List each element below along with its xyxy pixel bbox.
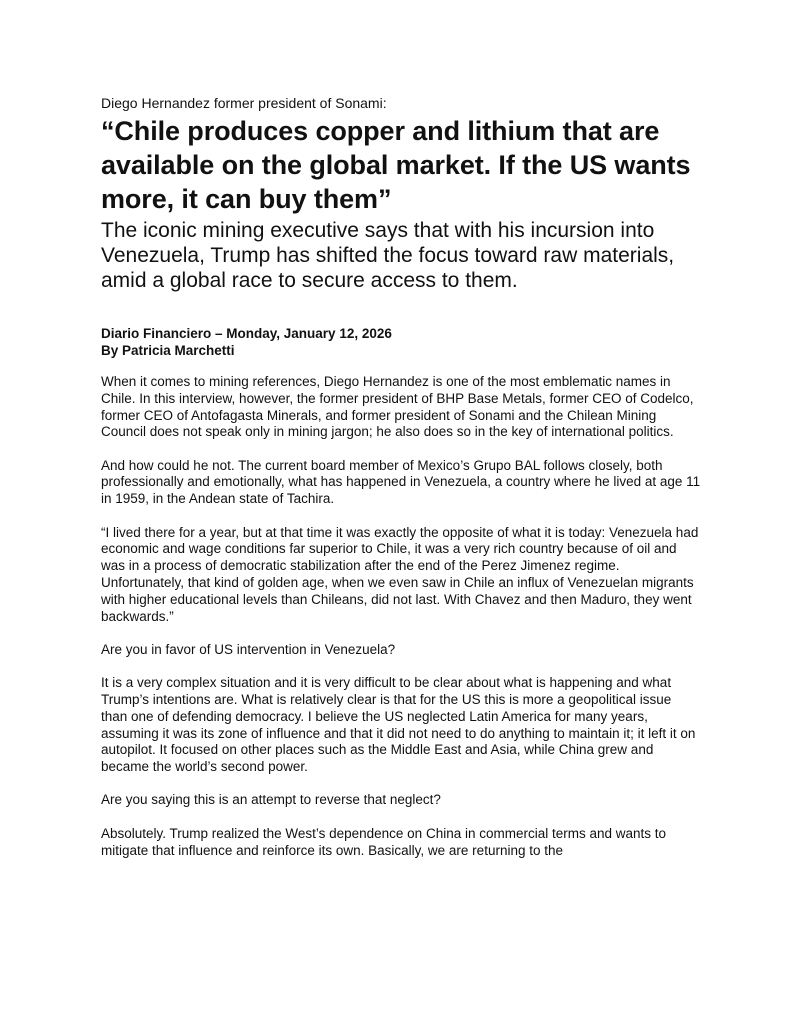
interview-question-1: Are you in favor of US intervention in Venezuela? — [101, 641, 396, 657]
byline — [101, 325, 701, 359]
interview-answer-1: It is a very complex situation and it is very difficult to be clear about what is happening and what Trump’s intentions are. What is relatively clear is that for the US this is more a geopolitical issue than one of defending democracy. I believe the US neglected Latin America for many years, assuming it was its zone of influence and that it did not need to do anything to maintain it; it left it on autopilot. It focused on other places such as the Middle East and Asia, while China grew and became the world’s second power. — [101, 675, 696, 775]
article — [101, 95, 701, 876]
article-subheadline: The iconic mining executive says that with his incursion into Venezuela, Trump has shifted the focus toward raw materials, amid a global race to secure access to them. — [101, 219, 675, 292]
paragraph-background: And how could he not. The current board member of Mexico’s Grupo BAL follows closely, both professionally and emotionally, what has happened in Venezuela, a country where he lived at age 11 in 1959, in the Andean state of Tachira. — [101, 457, 701, 507]
article-headline: “Chile produces copper and lithium that are available on the global market. If the US wants more, it can buy them” — [101, 116, 691, 214]
article-body — [101, 374, 701, 859]
author-line: By Patricia Marchetti — [101, 343, 235, 358]
article-kicker: Diego Hernandez former president of Sonami: — [101, 95, 387, 111]
interview-question-2: Are you saying this is an attempt to reverse that neglect? — [101, 792, 441, 808]
paragraph-intro: When it comes to mining references, Diego Hernandez is one of the most emblematic names in Chile. In this interview, however, the former president of BHP Base Metals, former CEO of Codelco, former CEO of Antofagasta Minerals, and former president of Sonami and the Chilean Mining Council does not speak only in mining jargon; he also does so in the key of international politics. — [101, 374, 694, 440]
paragraph-quote: “I lived there for a year, but at that time it was exactly the opposite of what it is today: Venezuela had economic and wage conditions far superior to Chile, it was a very rich country because of oil and was in a process of democratic stabilization after the end of the Perez Jimenez regime. Unfortunately, that kind of golden age, when we even saw in Chile an influx of Venezuelan migrants with higher educational levels than Chileans, did not last. With Chavez and then Maduro, they went backwards.” — [101, 524, 699, 624]
source-date-line: Diario Financiero – Monday, January 12, 2026 — [101, 326, 392, 341]
interview-answer-2: Absolutely. Trump realized the West’s dependence on China in commercial terms and wants to mitigate that influence and reinforce its own. Basically, we are returning to the — [101, 825, 667, 858]
